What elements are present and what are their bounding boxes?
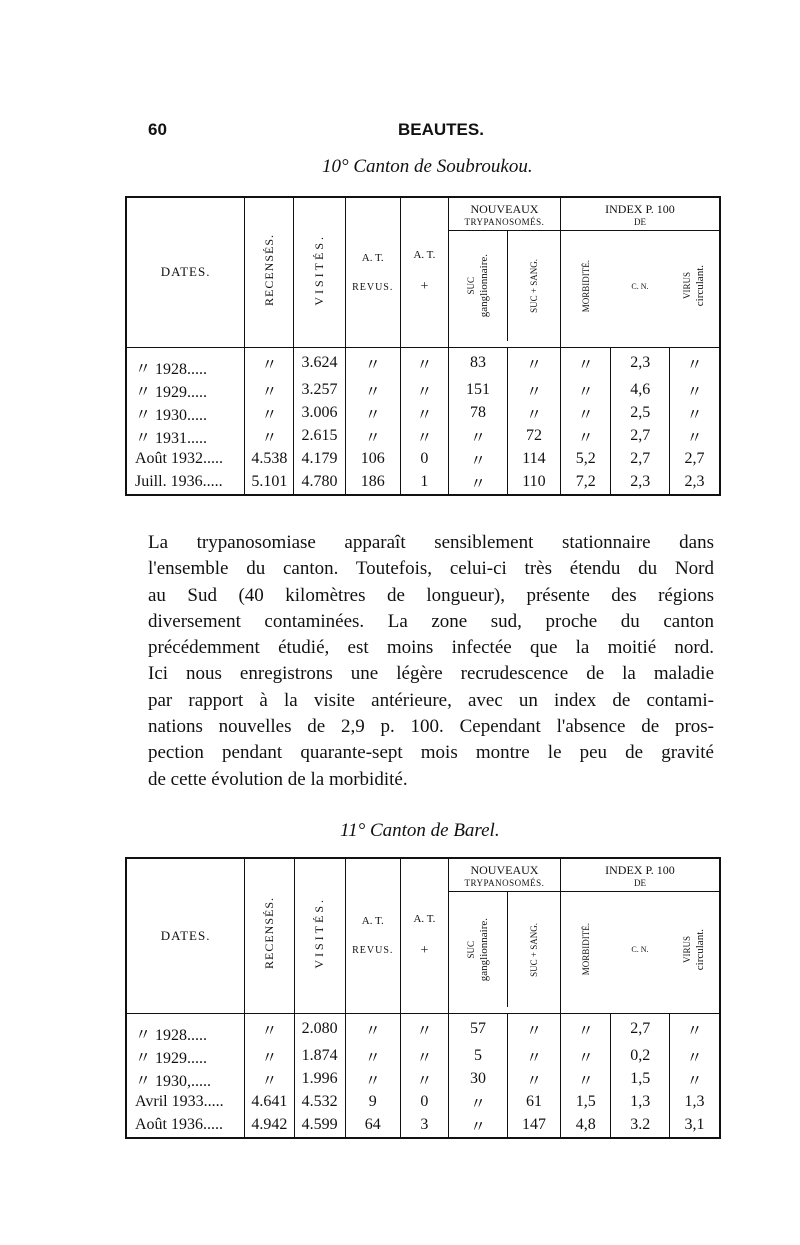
cell-revus: 〃 (364, 429, 381, 447)
data-table (125, 857, 721, 1139)
cell-visites: 4.599 (301, 1116, 338, 1133)
cell-visites: 4.179 (301, 450, 338, 467)
table-row (126, 1045, 720, 1068)
header-visites: VISITÉS. (312, 897, 327, 970)
header-visites: VISITÉS. (312, 233, 327, 306)
cell-sang: 147 (521, 1116, 546, 1133)
data-table (125, 196, 721, 496)
cell-morb: 〃 (577, 1049, 594, 1067)
cell-sang: 110 (522, 473, 546, 490)
cell-virus: 2,3 (684, 473, 705, 490)
cell-gang: 57 (469, 1020, 486, 1037)
cell-plus: 1 (420, 473, 429, 490)
cell-gang: 〃 (469, 1095, 486, 1113)
cell-recenses: 4.538 (251, 450, 288, 467)
cell-gang: 30 (469, 1070, 486, 1087)
table-row (126, 471, 720, 495)
cell-virus: 〃 (686, 383, 703, 401)
cell-revus: 〃 (364, 1049, 381, 1067)
header-at-plus-bottom: + (420, 279, 429, 295)
table-row (126, 1091, 720, 1114)
header-suc: SUC (465, 277, 476, 295)
cell-plus: 3 (420, 1116, 429, 1133)
paragraph-line: pection pendant quarante-sept mois montre le peu de gravité (148, 742, 714, 764)
cell-virus: 1,3 (684, 1093, 705, 1110)
cell-morb: 〃 (577, 356, 594, 374)
header-trypanosomes: TRYPANOSOMÉS. (449, 217, 560, 231)
header-recenses: RECENSÉS. (261, 233, 276, 306)
cell-date: 〃 1928..... (135, 360, 208, 378)
paragraph-line: nations nouvelles de 2,9 p. 100. Cependant l'absence de pros- (148, 716, 714, 738)
cell-cn: 2,7 (630, 450, 651, 467)
cell-morb: 〃 (577, 406, 594, 424)
cell-plus: 0 (420, 1093, 429, 1110)
cell-virus: 〃 (686, 1072, 703, 1090)
page-number: 60 (148, 120, 167, 139)
cell-date: 〃 1929..... (135, 383, 208, 401)
header-cn: C. N. (631, 281, 649, 291)
header-circulant: circulant. (693, 928, 706, 971)
paragraph-line: par rapport à la visite antérieure, avec un index de contami- (148, 689, 714, 711)
cell-plus: 〃 (416, 429, 433, 447)
cell-plus: 〃 (416, 406, 433, 424)
cell-visites: 3.257 (301, 381, 338, 398)
cell-morb: 4,8 (575, 1116, 596, 1133)
cell-plus: 0 (420, 450, 429, 467)
cell-revus: 〃 (364, 406, 381, 424)
table-1-title: 10° Canton de Soubroukou. (322, 156, 533, 177)
cell-visites: 4.780 (301, 473, 338, 490)
table-row (126, 347, 720, 379)
header-at-plus-bottom: + (420, 942, 429, 958)
cell-gang: 5 (473, 1047, 482, 1064)
cell-virus: 〃 (686, 1049, 703, 1067)
cell-date: Avril 1933..... (135, 1093, 224, 1110)
cell-recenses: 4.641 (251, 1093, 288, 1110)
cell-morb: 〃 (577, 1022, 594, 1040)
cell-sang: 〃 (525, 1049, 542, 1067)
cell-revus: 〃 (364, 356, 381, 374)
cell-recenses: 5.101 (251, 473, 288, 490)
cell-recenses: 〃 (261, 429, 278, 447)
cell-date: Juill. 1936..... (135, 473, 223, 490)
cell-gang: 〃 (469, 452, 486, 470)
cell-revus: 9 (368, 1093, 377, 1110)
cell-plus: 〃 (416, 1049, 433, 1067)
cell-gang: 〃 (469, 429, 486, 447)
header-at-revus-bottom: REVUS. (352, 945, 394, 957)
header-at-revus-bottom: REVUS. (352, 281, 394, 293)
running-title: BEAUTES. (398, 120, 484, 139)
cell-virus: 〃 (686, 356, 703, 374)
cell-plus: 〃 (416, 383, 433, 401)
cell-date: 〃 1929..... (135, 1049, 208, 1067)
header-suc-sang: SUC + SANG. (528, 259, 539, 313)
cell-sang: 114 (522, 450, 546, 467)
cell-cn: 4,6 (630, 381, 651, 398)
cell-plus: 〃 (416, 1022, 433, 1040)
cell-gang: 83 (469, 354, 486, 371)
cell-virus: 〃 (686, 406, 703, 424)
cell-sang: 〃 (525, 406, 542, 424)
cell-cn: 2,5 (630, 404, 651, 421)
cell-visites: 1.996 (301, 1070, 338, 1087)
cell-cn: 3.2 (630, 1116, 651, 1133)
cell-date: 〃 1928..... (135, 1026, 208, 1044)
cell-visites: 2.080 (301, 1020, 338, 1037)
header-dates: DATES. (160, 927, 211, 943)
header-nouveaux: NOUVEAUX (470, 202, 539, 216)
cell-cn: 1,5 (630, 1070, 651, 1087)
cell-plus: 〃 (416, 356, 433, 374)
cell-cn: 0,2 (630, 1047, 651, 1064)
cell-gang: 78 (469, 404, 486, 421)
cell-cn: 2,3 (630, 473, 651, 490)
body-paragraph (148, 530, 714, 793)
header-index: INDEX P. 100 (605, 863, 675, 877)
cell-gang: 〃 (469, 1118, 486, 1136)
cell-visites: 1.874 (301, 1047, 338, 1064)
cell-virus: 3,1 (684, 1116, 705, 1133)
cell-date: 〃 1930,..... (135, 1072, 212, 1090)
paragraph-line: précédemment étudié, est moins infectée que la moitié nord. (148, 637, 714, 659)
cell-cn: 2,7 (630, 427, 651, 444)
header-recenses: RECENSÉS. (261, 897, 276, 970)
table-row (126, 448, 720, 471)
header-suc-sang: SUC + SANG. (528, 922, 539, 977)
table-2-title: 11° Canton de Barel. (340, 820, 500, 841)
paragraph-line: diversement contaminées. La zone sud, proche du canton (148, 610, 714, 632)
paragraph-line: La trypanosomiase apparaît sensiblement stationnaire dans (148, 532, 714, 553)
cell-date: 〃 1930..... (135, 406, 208, 424)
cell-sang: 61 (525, 1093, 542, 1110)
header-de: DE (561, 217, 719, 231)
cell-sang: 72 (525, 427, 542, 444)
cell-revus: 186 (360, 473, 385, 490)
paragraph-line: l'ensemble du canton. Toutefois, celui-ci très étendu du Nord (148, 558, 714, 580)
cell-date: 〃 1931..... (135, 429, 208, 447)
cell-recenses: 〃 (261, 1022, 278, 1040)
cell-visites: 4.532 (301, 1093, 338, 1110)
cell-cn: 1,3 (630, 1093, 651, 1110)
header-de: DE (561, 878, 719, 892)
cell-revus: 〃 (364, 1022, 381, 1040)
header-at-plus-top: A. T. (413, 249, 436, 262)
table-row (126, 425, 720, 448)
cell-recenses: 〃 (261, 356, 278, 374)
table-row (126, 1013, 720, 1045)
cell-visites: 2.615 (301, 427, 338, 444)
cell-recenses: 〃 (261, 1072, 278, 1090)
header-index: INDEX P. 100 (605, 202, 675, 216)
paragraph-line: Ici nous enregistrons une légère recrudescence de la maladie (148, 663, 714, 685)
table-row (126, 379, 720, 402)
cell-visites: 3.624 (301, 354, 338, 371)
cell-recenses: 4.942 (251, 1116, 288, 1133)
cell-plus: 〃 (416, 1072, 433, 1090)
cell-recenses: 〃 (261, 406, 278, 424)
cell-morb: 7,2 (575, 473, 596, 490)
cell-gang: 151 (465, 381, 490, 398)
header-virus: VIRUS (681, 935, 692, 963)
cell-morb: 〃 (577, 429, 594, 447)
cell-cn: 2,7 (630, 1020, 651, 1037)
header-morbidite: MORBIDITÉ. (580, 259, 591, 313)
header-at-revus-top: A. T. (361, 915, 384, 928)
header-ganglionnaire: ganglionnaire. (477, 254, 490, 318)
header-circulant: circulant. (693, 265, 706, 307)
paragraph-line: de cette évolution de la morbidité. (148, 768, 408, 790)
header-nouveaux: NOUVEAUX (470, 863, 539, 877)
table-row (126, 1114, 720, 1138)
cell-visites: 3.006 (301, 404, 338, 421)
header-dates: DATES. (160, 264, 211, 280)
cell-gang: 〃 (469, 475, 486, 493)
cell-date: Août 1932..... (135, 450, 223, 467)
cell-virus: 〃 (686, 429, 703, 447)
cell-revus: 106 (360, 450, 385, 467)
cell-virus: 2,7 (684, 450, 705, 467)
header-morbidite: MORBIDITÉ. (580, 923, 591, 976)
table-row (126, 1068, 720, 1091)
header-suc: SUC (465, 940, 476, 959)
header-virus: VIRUS (681, 272, 692, 300)
cell-morb: 5,2 (575, 450, 596, 467)
header-ganglionnaire: ganglionnaire. (477, 917, 490, 982)
cell-revus: 〃 (364, 1072, 381, 1090)
cell-sang: 〃 (525, 356, 542, 374)
cell-morb: 〃 (577, 383, 594, 401)
table-row (126, 402, 720, 425)
header-trypanosomes: TRYPANOSOMÉS. (449, 878, 560, 892)
cell-morb: 1,5 (575, 1093, 596, 1110)
cell-revus: 〃 (364, 383, 381, 401)
cell-virus: 〃 (686, 1022, 703, 1040)
header-cn: C. N. (631, 945, 649, 954)
cell-recenses: 〃 (261, 383, 278, 401)
cell-date: Août 1936..... (135, 1116, 223, 1133)
paragraph-line: au Sud (40 kilomètres de longueur), présente des régions (148, 584, 714, 606)
cell-cn: 2,3 (630, 354, 651, 371)
cell-morb: 〃 (577, 1072, 594, 1090)
cell-sang: 〃 (525, 383, 542, 401)
cell-recenses: 〃 (261, 1049, 278, 1067)
cell-sang: 〃 (525, 1022, 542, 1040)
cell-sang: 〃 (525, 1072, 542, 1090)
cell-revus: 64 (364, 1116, 381, 1133)
header-at-revus-top: A. T. (361, 251, 384, 264)
header-at-plus-top: A. T. (413, 912, 436, 925)
